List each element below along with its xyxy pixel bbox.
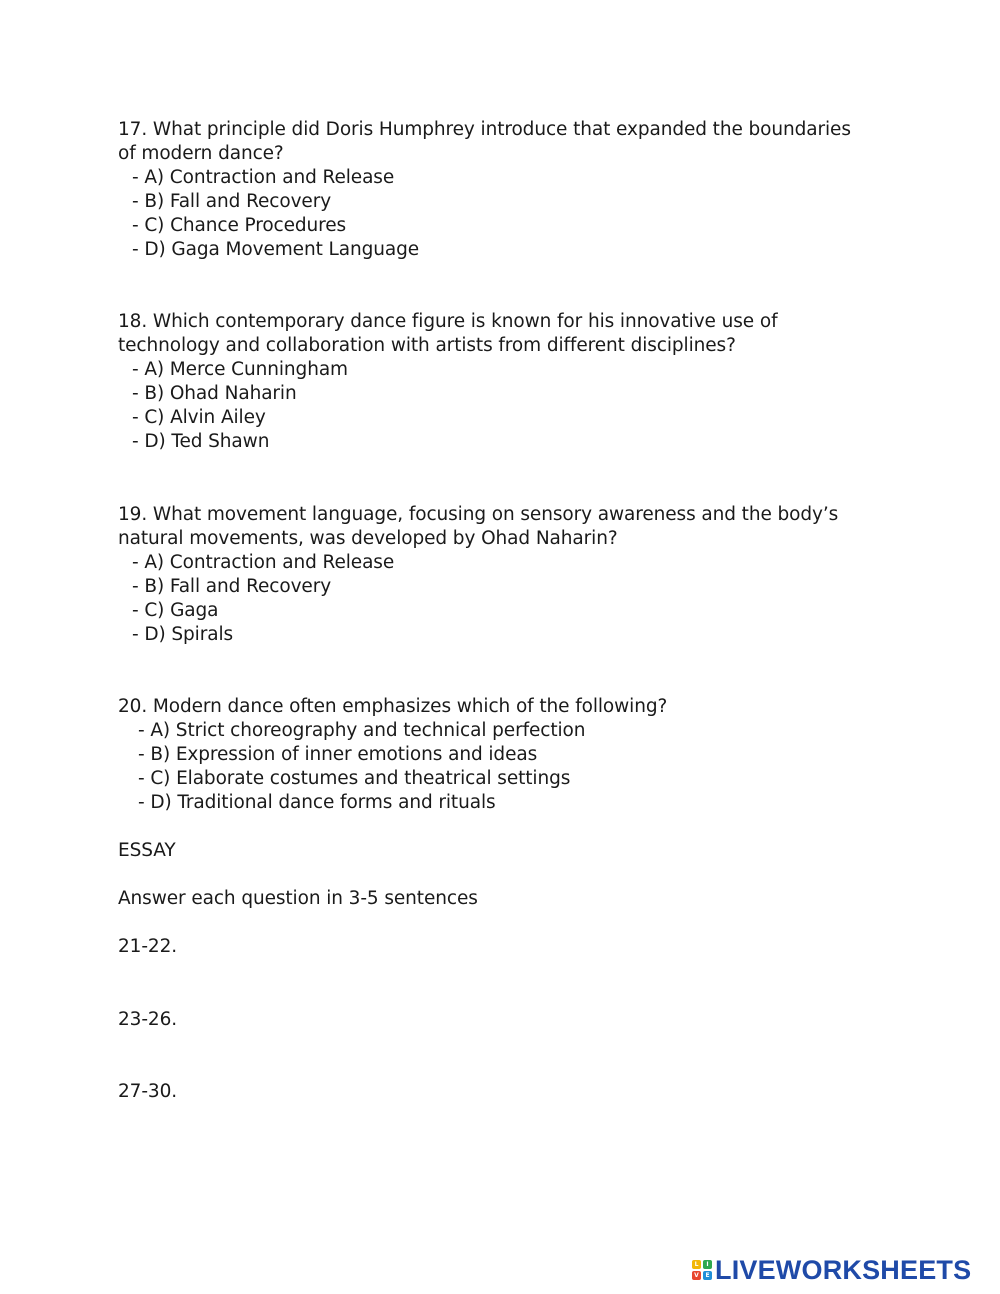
- logo-mark-i: I: [703, 1260, 712, 1269]
- q17-line-2: of modern dance?: [118, 143, 284, 164]
- essay-item-23-26: 23-26.: [118, 1009, 178, 1030]
- q19-option-c: - C) Gaga: [132, 600, 219, 621]
- q17-option-c: - C) Chance Procedures: [132, 215, 347, 236]
- liveworksheets-logo-icon: [692, 1260, 712, 1280]
- q18-option-a: - A) Merce Cunningham: [132, 359, 348, 380]
- q17-option-a: - A) Contraction and Release: [132, 167, 395, 188]
- q18-option-c: - C) Alvin Ailey: [132, 407, 266, 428]
- q18-line-1: 18. Which contemporary dance figure is known for his innovative use of: [118, 311, 778, 332]
- liveworksheets-logo: [692, 1255, 971, 1285]
- logo-mark-l: L: [692, 1260, 701, 1269]
- logo-mark-e: E: [703, 1271, 712, 1280]
- q20-option-d: - D) Traditional dance forms and rituals: [138, 792, 496, 813]
- q20-option-c: - C) Elaborate costumes and theatrical settings: [138, 768, 571, 789]
- q20-option-b: - B) Expression of inner emotions and ideas: [138, 744, 538, 765]
- liveworksheets-logo-text: LIVEWORKSHEETS: [715, 1254, 972, 1285]
- q18-option-b: - B) Ohad Naharin: [132, 383, 297, 404]
- q17-option-b: - B) Fall and Recovery: [132, 191, 332, 212]
- essay-item-21-22: 21-22.: [118, 936, 178, 957]
- essay-instruction: Answer each question in 3-5 sentences: [118, 888, 478, 909]
- q20-line-1: 20. Modern dance often emphasizes which of the following?: [118, 696, 668, 717]
- q19-option-a: - A) Contraction and Release: [132, 552, 395, 573]
- essay-heading: ESSAY: [118, 840, 176, 861]
- q18-option-d: - D) Ted Shawn: [132, 431, 270, 452]
- q19-option-b: - B) Fall and Recovery: [132, 576, 332, 597]
- q20-option-a: - A) Strict choreography and technical perfection: [138, 720, 586, 741]
- q19-line-2: natural movements, was developed by Ohad Naharin?: [118, 528, 618, 549]
- q17-option-d: - D) Gaga Movement Language: [132, 239, 420, 260]
- logo-mark-v: V: [692, 1271, 701, 1280]
- q19-option-d: - D) Spirals: [132, 624, 234, 645]
- q19-line-1: 19. What movement language, focusing on sensory awareness and the body’s: [118, 504, 839, 525]
- q18-line-2: technology and collaboration with artists from different disciplines?: [118, 335, 736, 356]
- q17-line-1: 17. What principle did Doris Humphrey introduce that expanded the boundaries: [118, 119, 851, 140]
- essay-item-27-30: 27-30.: [118, 1081, 178, 1102]
